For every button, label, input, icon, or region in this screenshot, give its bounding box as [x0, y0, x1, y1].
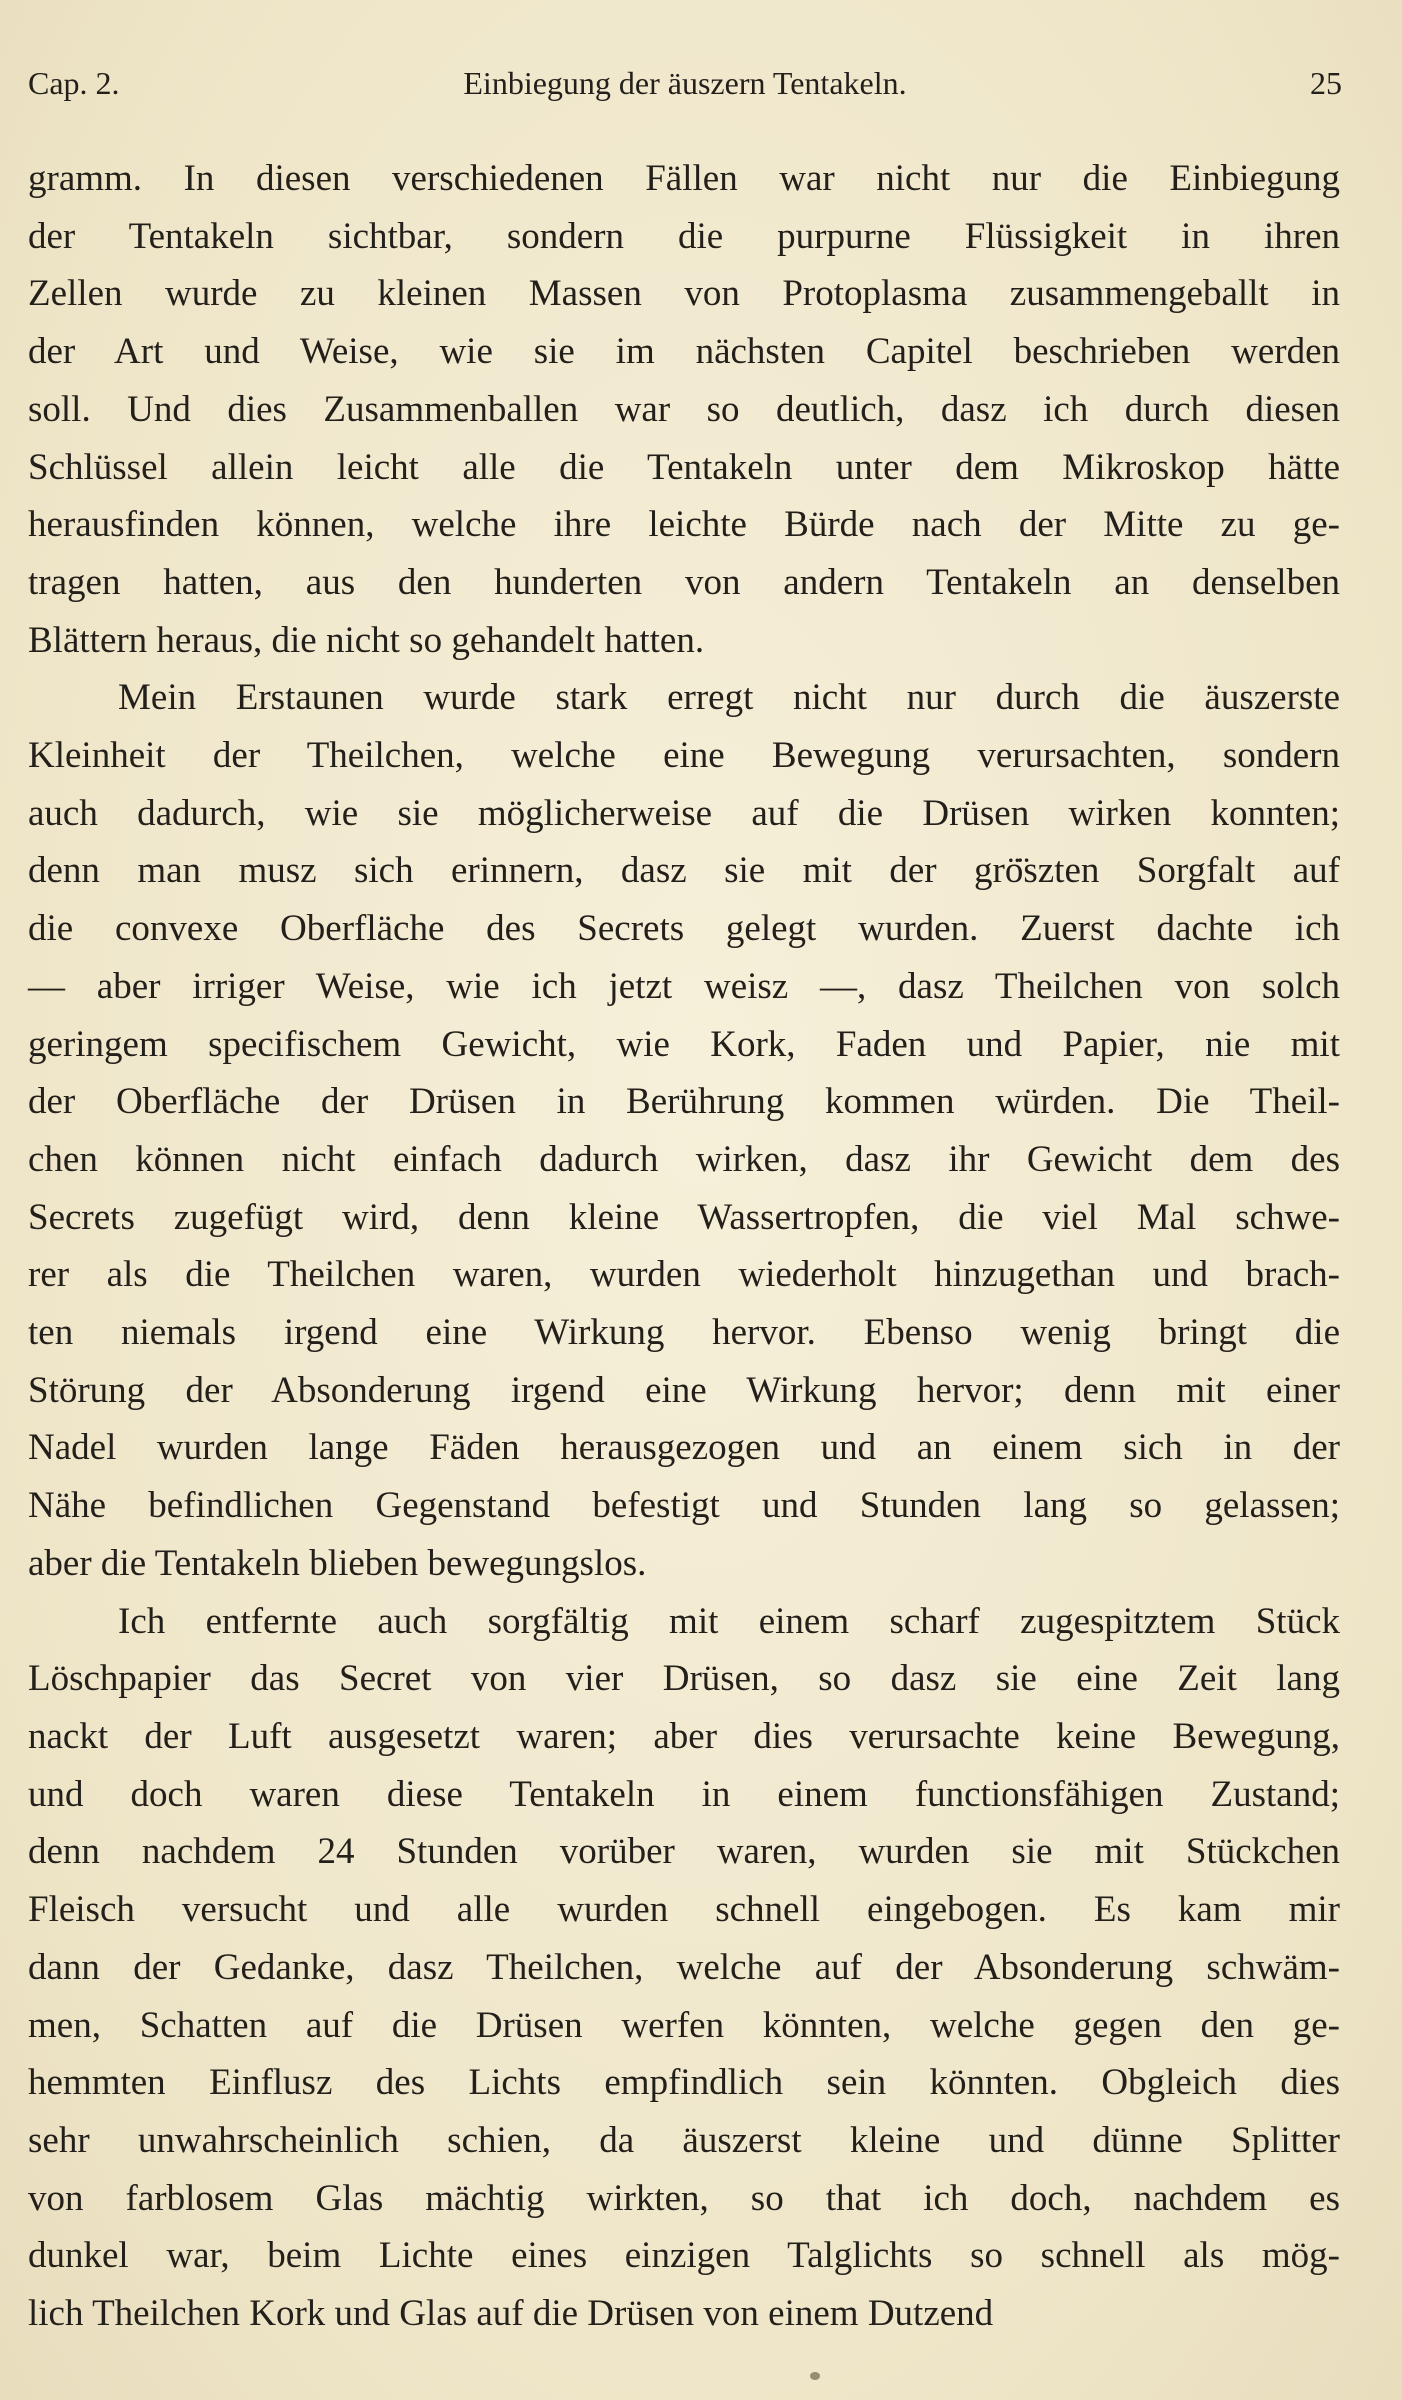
text-line: geringem specifischem Gewicht, wie Kork, Faden und Papier, nie mit	[28, 1023, 1340, 1065]
text-line: hemmten Einflusz des Lichts empfindlich sein könnten. Obgleich dies	[28, 2062, 1340, 2104]
text-line: Nadel wurden lange Fäden herausgezogen und an einem sich in der	[28, 1427, 1340, 1469]
text-line: Störung der Absonderung irgend eine Wirkung hervor; denn mit einer	[28, 1369, 1340, 1411]
running-head	[28, 58, 1342, 108]
text-line: auch dadurch, wie sie möglicherweise auf die Drüsen wirken konnten;	[28, 792, 1340, 834]
text-line: denn man musz sich erinnern, dasz sie mit der grö̈szten Sorgfalt auf	[28, 850, 1340, 892]
text-line: Fleisch versucht und alle wurden schnell eingebogen. Es kam mir	[28, 1889, 1340, 1931]
text-line: der Oberfläche der Drüsen in Berührung kommen würden. Die Theil-	[28, 1081, 1340, 1123]
text-line: gramm. In diesen verschiedenen Fällen war nicht nur die Einbiegung	[28, 158, 1340, 199]
text-line: Kleinheit der Theilchen, welche eine Bewegung verursachten, sondern	[28, 735, 1340, 777]
text-line: Blättern heraus, die nicht so gehandelt hatten.	[28, 619, 705, 661]
text-line: herausfinden können, welche ihre leichte Bürde nach der Mitte zu ge-	[28, 504, 1340, 546]
text-line: lich Theilchen Kork und Glas auf die Drüsen von einem Dutzend	[28, 2293, 994, 2335]
text-line: ten niemals irgend eine Wirkung hervor. Ebenso wenig bringt die	[28, 1312, 1340, 1354]
ink-mark	[810, 2372, 820, 2380]
text-line: Secrets zugefügt wird, denn kleine Wassertropfen, die viel Mal schwe-	[28, 1196, 1340, 1238]
text-line: denn nachdem 24 Stunden vorüber waren, wurden sie mit Stückchen	[28, 1831, 1340, 1873]
text-line: men, Schatten auf die Drüsen werfen könnten, welche gegen den ge-	[28, 2004, 1340, 2046]
text-line: rer als die Theilchen waren, wurden wiederholt hinzugethan und brach-	[28, 1254, 1340, 1296]
text-line: Mein Erstaunen wurde stark erregt nicht nur durch die äuszerste	[118, 677, 1340, 719]
text-line: sehr unwahrscheinlich schien, da äuszerst kleine und dünne Splitter	[28, 2119, 1340, 2161]
text-line: Löschpapier das Secret von vier Drüsen, so dasz sie eine Zeit lang	[28, 1658, 1340, 1700]
text-line: Zellen wurde zu kleinen Massen von Protoplasma zusammengeballt in	[28, 273, 1340, 315]
text-line: nackt der Luft ausgesetzt waren; aber dies verursachte keine Bewegung,	[28, 1715, 1340, 1757]
text-line: aber die Tentakeln blieben bewegungslos.	[28, 1542, 647, 1584]
body-text	[28, 150, 1340, 2343]
text-line: Nähe befindlichen Gegenstand befestigt und Stunden lang so gelassen;	[28, 1485, 1340, 1527]
text-line: dann der Gedanke, dasz Theilchen, welche auf der Absonderung schwäm-	[28, 1946, 1340, 1988]
text-line: die convexe Oberfläche des Secrets gelegt wurden. Zuerst dachte ich	[28, 908, 1340, 950]
text-line: tragen hatten, aus den hunderten von andern Tentakeln an denselben	[28, 561, 1340, 603]
text-line: Schlüssel allein leicht alle die Tentakeln unter dem Mikroskop hätte	[28, 446, 1340, 488]
text-line: chen können nicht einfach dadurch wirken, dasz ihr Gewicht dem des	[28, 1138, 1340, 1180]
text-line: Ich entfernte auch sorgfältig mit einem scharf zugespitztem Stück	[118, 1600, 1340, 1642]
chapter-label: Cap. 2.	[28, 65, 120, 101]
text-line: — aber irriger Weise, wie ich jetzt weisz —, dasz Theilchen von solch	[28, 965, 1340, 1007]
text-line: der Tentakeln sichtbar, sondern die purpurne Flüssigkeit in ihren	[28, 215, 1340, 257]
text-line: soll. Und dies Zusammenballen war so deutlich, dasz ich durch diesen	[28, 388, 1340, 430]
text-line: und doch waren diese Tentakeln in einem functionsfähigen Zustand;	[28, 1773, 1340, 1815]
text-line: dunkel war, beim Lichte eines einzigen Talglichts so schnell als mög-	[28, 2235, 1340, 2277]
page-number: 25	[1310, 65, 1342, 101]
chapter-title: Einbiegung der äuszern Tentakeln.	[463, 65, 907, 101]
text-line: der Art und Weise, wie sie im nächsten Capitel beschrieben werden	[28, 331, 1340, 373]
text-line: von farblosem Glas mächtig wirkten, so that ich doch, nachdem es	[28, 2177, 1340, 2219]
